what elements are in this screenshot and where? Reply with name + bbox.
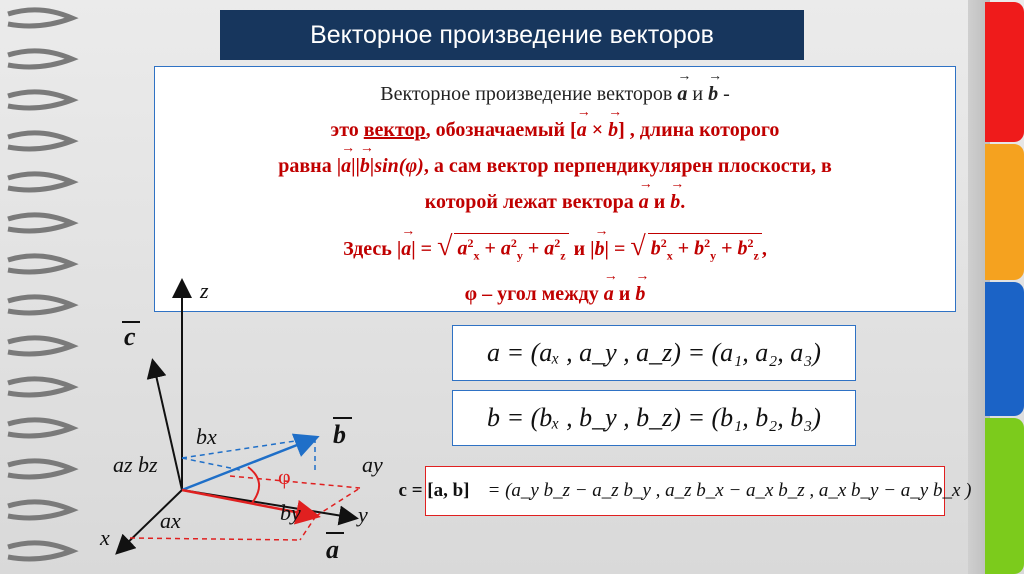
- text: и |: [573, 238, 595, 260]
- radical-sign: √: [630, 231, 646, 262]
- vector-a: → a: [341, 153, 351, 178]
- vector-b: → b: [608, 117, 618, 142]
- text: φ – угол между: [464, 283, 604, 305]
- text: которой лежат вектора: [424, 191, 639, 213]
- formula-vector-b: [452, 390, 856, 446]
- radical-sign: √: [437, 231, 453, 262]
- tab-red[interactable]: [985, 2, 1024, 142]
- vector-b: → b: [635, 281, 645, 306]
- spiral-ring: [8, 174, 72, 190]
- sin-phi: |sin(φ): [369, 155, 424, 177]
- text: b: [650, 238, 661, 260]
- spiral-ring: [8, 51, 72, 67]
- text: и: [613, 283, 636, 305]
- label-by: by: [280, 500, 301, 525]
- spiral-ring: [8, 133, 72, 149]
- text: Векторное произведение векторов: [380, 83, 678, 105]
- formula-left: c = [a, b]: [398, 480, 470, 501]
- definition-line-5: [155, 231, 955, 264]
- text: , обозначаемый [: [425, 119, 577, 141]
- vector-a: → a: [677, 81, 687, 106]
- angle-arc: [248, 467, 259, 503]
- vector-diagram: [0, 270, 440, 574]
- text: и: [687, 83, 709, 105]
- text: .: [680, 191, 686, 213]
- spiral-ring: [8, 215, 72, 231]
- text: равна |: [278, 155, 342, 177]
- label-bx: bx: [196, 424, 217, 449]
- label-x: x: [100, 525, 110, 550]
- text: -: [718, 83, 730, 105]
- spiral-ring: [8, 10, 72, 26]
- norm-a-radicand: $a^2_x + a^2_y + a^2_z$: [454, 233, 568, 264]
- label-y: y: [358, 502, 368, 527]
- label-vector-b: b: [333, 420, 346, 449]
- label-vector-c: c: [124, 322, 136, 351]
- vector-a: → a: [639, 189, 649, 214]
- vector-b: → b: [360, 153, 370, 178]
- vector-a: → a: [577, 117, 587, 142]
- cross-sign: ×: [586, 119, 609, 141]
- tab-green[interactable]: [985, 418, 1024, 574]
- definition-line-4: [155, 189, 955, 214]
- label-phi: φ: [278, 464, 291, 489]
- formula-vector-a: [452, 325, 856, 381]
- text: и: [648, 191, 671, 213]
- label-az-bz: az bz: [113, 452, 158, 477]
- text: a: [457, 238, 468, 260]
- vector-b: → b: [708, 81, 718, 106]
- label-ax: ax: [160, 508, 181, 533]
- text: | =: [411, 238, 433, 260]
- vector-b: → b: [595, 236, 605, 261]
- slide-title: [220, 10, 804, 60]
- tab-blue[interactable]: [985, 282, 1024, 416]
- text: , а сам вектор перпендикулярен плоскости, в: [423, 155, 832, 177]
- label-ay: ay: [362, 452, 383, 477]
- spiral-ring: [8, 92, 72, 108]
- definition-line-3: [155, 153, 955, 178]
- vector-a: → a: [604, 281, 614, 306]
- text: Здесь |: [343, 238, 402, 260]
- vector-word: вектор: [363, 119, 426, 141]
- text: ] , длина которого: [618, 119, 780, 141]
- vector-b: → b: [670, 189, 680, 214]
- definition-line-1: [155, 81, 955, 106]
- formula-text: a = (aₓ , a_y , a_z) = (a₁, a₂, a₃): [487, 338, 821, 367]
- text: ,: [761, 238, 767, 260]
- text: это: [330, 119, 364, 141]
- formula-text: b = (bₓ , b_y , b_z) = (b₁, b₂, b₃): [487, 403, 821, 432]
- vector-a: → a: [401, 236, 411, 261]
- text: ||: [351, 155, 360, 177]
- definition-line-2: [155, 117, 955, 142]
- title-text: Векторное произведение векторов: [310, 20, 714, 49]
- norm-b-radicand: $b^2_x + b^2_y + b^2_z$: [648, 233, 762, 264]
- label-vector-a: a: [326, 535, 339, 564]
- formula-right: = (a_y b_z − a_z b_y , a_z b_x − a_x b_z , a_x b_y − a_y b_x ): [487, 480, 972, 501]
- label-z: z: [200, 278, 209, 303]
- text: | =: [604, 238, 626, 260]
- tab-orange[interactable]: [985, 144, 1024, 280]
- formula-cross-product: [398, 466, 972, 516]
